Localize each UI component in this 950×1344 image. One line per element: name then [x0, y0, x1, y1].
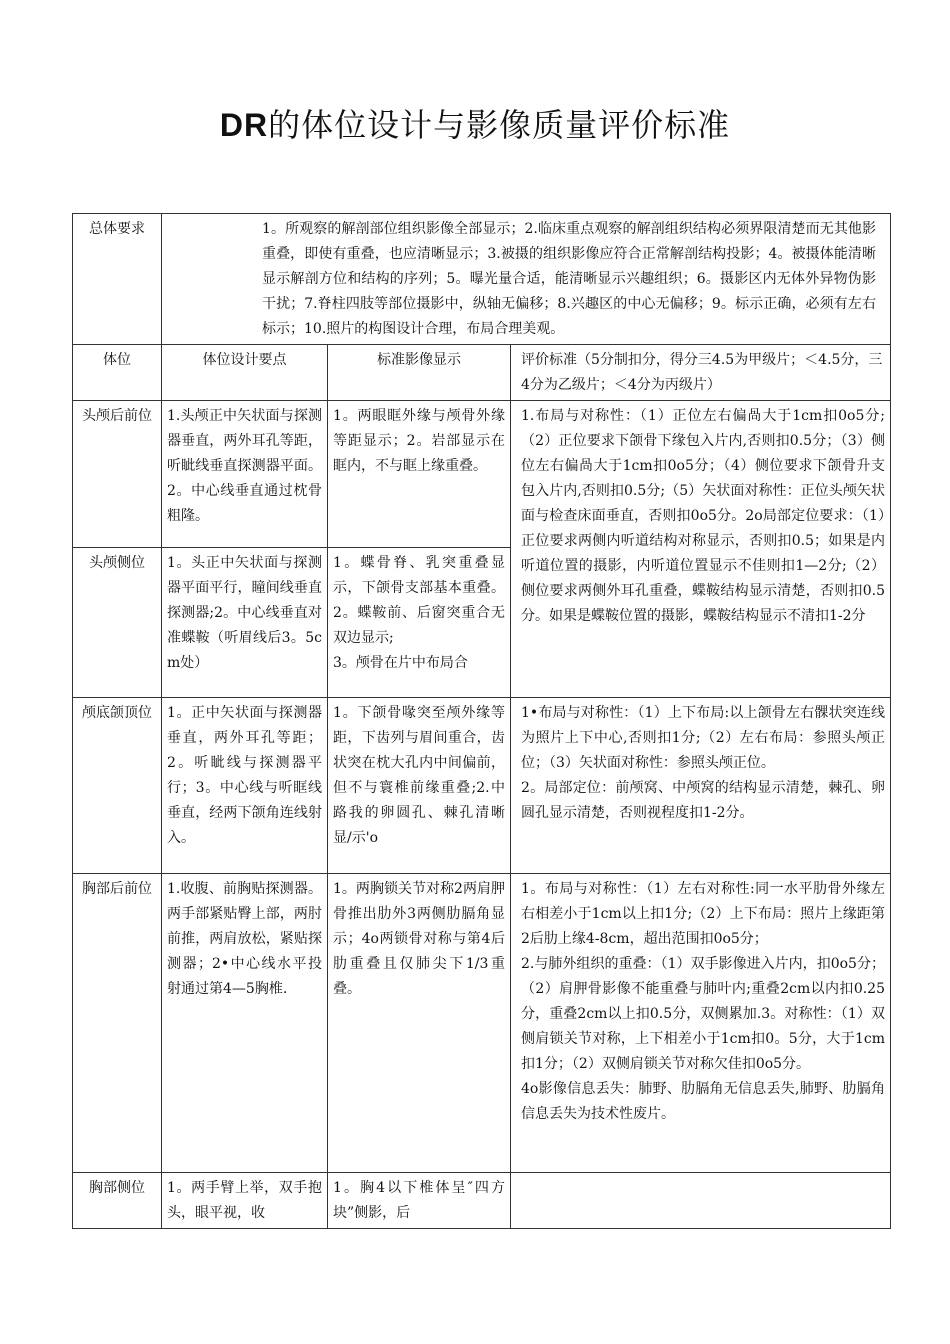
row-position: 头颅后前位	[73, 401, 162, 548]
row-standard: 1。下颌骨喙突至颅外缘等距，下齿列与眉间重合，齿状突在枕大孔内中间偏前，但不与寰椎前缘重叠;2.中路我的卵圆孔、棘孔清晰显/示'o	[328, 698, 511, 874]
row-criteria: 1•布局与对称性：（1）上下布局:以上颌骨左右髁状突连线为照片上下中心,否则扣1分;（2）左右布局：参照头颅正位；（3）矢状面对称性：参照头颅正位。 2。局部定位：前颅窝、中颅窝的结构显示清楚，棘孔、卵圆孔显示清楚，否则视程度扣1-2分。	[511, 698, 891, 874]
document-title	[0, 100, 950, 146]
row-design: 1。正中矢状面与探测器垂直，两外耳孔等距；2。听眦线与探测器平行；3。中心线与听眶线垂直，经两下颌角连线射入。	[162, 698, 328, 874]
evaluation-table	[72, 213, 891, 1229]
row-criteria: 1。布局与对称性：（1）左右对称性:同一水平肋骨外缘左右相差小于1cm以上扣1分;（2）上下布局：照片上缘距第2后肋上缘4-8cm，超出范围扣0o5分； 2.与肺外组织的重叠：（1）双手影像进入片内，扣0o5分；（2）肩胛骨影像不能重叠与肺叶内;重叠2cm以内扣0.25分，重叠2cm以上扣0.5分，双侧累加.3。对称性：（1）双侧肩锁关节对称，上下相差小于1cm扣0。5分，大于1cm扣1分；（2）双侧肩锁关节对称欠佳扣0o5分。 4o影像信息丢失：肺野、肋膈角无信息丢失,肺野、肋膈角信息丢失为技术性废片。	[511, 874, 891, 1173]
row-position: 胸部侧位	[73, 1173, 162, 1229]
table-row	[73, 698, 891, 874]
row-design: 1.收腹、前胸贴探测器。两手部紧贴臀上部，两肘前推，两肩放松，紧贴探测器；2•中心线水平投射通过第4—5胸椎.	[162, 874, 328, 1173]
row-position: 胸部后前位	[73, 874, 162, 1173]
table-row	[73, 401, 891, 548]
row-design: 1。头正中矢状面与探测器平面平行，瞳间线垂直探测器;2。中心线垂直对准蝶鞍（听眉线后3。5cm处）	[162, 548, 328, 698]
header-row	[73, 345, 891, 401]
general-row	[73, 214, 891, 345]
row-design: 1。两手臂上举，双手抱头，眼平视，收	[162, 1173, 328, 1229]
general-label: 总体要求	[73, 214, 162, 345]
title-latin: DR	[219, 107, 269, 143]
row-criteria	[511, 1173, 891, 1229]
row-design: 1.头颅正中矢状面与探测器垂直，两外耳孔等距，听眦线垂直探测器平面。2。中心线垂直通过枕骨粗隆。	[162, 401, 328, 548]
row-standard: 1。两胸锁关节对称2两肩胛骨推出肋外3两侧肋膈角显示；4o两锁骨对称与第4后肋重叠且仅肺尖下1/3重叠。	[328, 874, 511, 1173]
row-standard: 1。胸4以下椎体呈″四方块”侧影，后	[328, 1173, 511, 1229]
row-standard: 1。两眼眶外缘与颅骨外缘等距显示；2。岩部显示在眶内，不与眶上缘重叠。	[328, 401, 511, 548]
header-position: 体位	[73, 345, 162, 401]
row-criteria-merged: 1.布局与对称性：（1）正位左右偏咼大于1cm扣0o5分;（2）正位要求下颌骨下缘包入片内,否则扣0.5分；（3）侧位左右偏咼大于1cm扣0o5分；（4）侧位要求下颌骨升支包入片内,否则扣0.5分;（5）矢状面对称性：正位头颅矢状面与检查床面垂直，否则扣0o5分。2o局部定位要求：（1）正位要求两侧内听道结构对称显示，否则扣0.5；如果是内听道位置的摄影，内听道位置显示不佳则扣1—2分;（2）侧位要求两侧外耳孔重叠，蝶鞍结构显示清楚，否则扣0.5分。如果是蝶鞍位置的摄影，蝶鞍结构显示不清扣1-2分	[511, 401, 891, 698]
row-standard: 1。蝶骨脊、乳突重叠显示，下颌骨支部基本重叠。2。蝶鞍前、后窗突重合无双边显示; 3。颅骨在片中布局合	[328, 548, 511, 698]
header-standard: 标准影像显示	[328, 345, 511, 401]
header-design: 体位设计要点	[162, 345, 328, 401]
row-position: 颅底颌顶位	[73, 698, 162, 874]
general-text: 1。所观察的解剖部位组织影像全部显示；2.临床重点观察的解剖组织结构必须界限清楚而无其他影重叠，即使有重叠，也应清晰显示；3.被摄的组织影像应符合正常解剖结构投影；4。被摄体能清晰显示解剖方位和结构的序列；5。曝光量合适，能清晰显示兴趣组织；6。摄影区内无体外异物伪影干扰；7.脊柱四肢等部位摄影中，纵轴无偏移；8.兴趣区的中心无偏移；9。标示正确，必须有左右标示；10.照片的构图设计合理，布局合理美观。	[162, 214, 891, 345]
table-row	[73, 874, 891, 1173]
title-text: 的体位设计与影像质量评价标准	[268, 106, 731, 144]
row-position: 头颅侧位	[73, 548, 162, 698]
table-row	[73, 1173, 891, 1229]
header-criteria: 评价标准（5分制扣分，得分三4.5为甲级片；＜4.5分，三4分为乙级片；＜4分为丙级片）	[511, 345, 891, 401]
